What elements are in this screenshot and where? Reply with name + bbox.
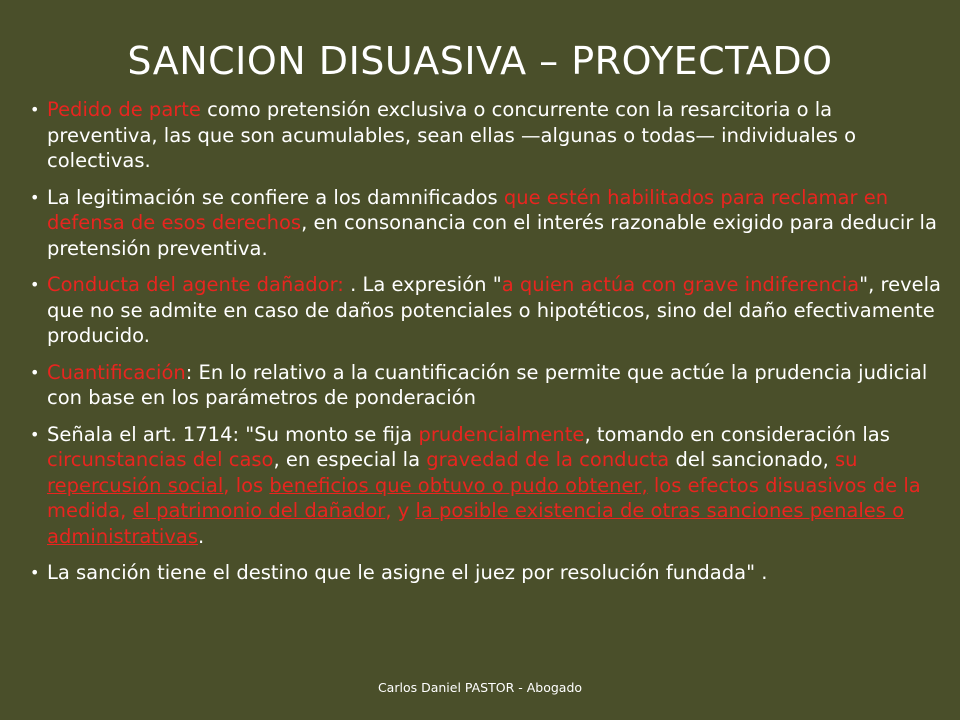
bullet-marker: • — [30, 100, 40, 119]
bullet-marker: • — [30, 563, 40, 582]
bullet-item — [30, 360, 945, 411]
bullet-item — [30, 97, 945, 174]
bullet-item — [30, 422, 945, 550]
highlighted-text: Conducta del agente dañador: — [47, 273, 344, 296]
bullet-text: Señala el art. 1714: "Su monto se fija — [47, 422, 419, 446]
highlighted-text: Cuantificación — [47, 360, 186, 384]
bullet-item — [30, 185, 945, 262]
bullet-text: , en especial la — [273, 448, 427, 471]
bullet-text: , tomando en consideración las — [584, 422, 890, 446]
highlighted-text: repercusión social — [47, 473, 224, 497]
highlighted-text: , los — [223, 473, 270, 497]
bullet-text: : En lo relativo a la cuantificación se permite que actúe la prudencia judicial con base en los parámetros de ponderación — [47, 360, 928, 409]
bullet-marker: • — [30, 187, 40, 207]
bullet-item — [30, 272, 945, 349]
bullet-text: del sancionado, — [669, 448, 835, 471]
bullet-text: La sanción tiene el destino que le asigne el juez por resolución fundada" . — [47, 561, 768, 584]
bullet-marker: • — [30, 275, 40, 294]
bullet-text: . La expresión " — [343, 273, 502, 296]
bullet-text: como pretensión exclusiva o concurrente con la resarcitoria o la preventiva, las que son acumulables, sean ellas —algunas o todas— individuales o colectivas. — [47, 98, 857, 172]
bullet-list — [30, 97, 945, 597]
highlighted-text: el patrimonio del dañador — [132, 499, 386, 522]
highlighted-text: que estén habilitados para reclamar en defensa de esos derechos — [47, 185, 889, 234]
highlighted-text: la posible existencia de otras sanciones penales o administrativas — [47, 499, 905, 548]
highlighted-text: , y — [385, 499, 416, 522]
highlighted-text: Pedido de parte — [47, 98, 201, 121]
bullet-marker: • — [30, 362, 40, 382]
bullet-text: ", revela que no se admite en caso de daños potenciales o hipotéticos, sino del daño efectivamente producido. — [47, 273, 941, 347]
highlighted-text: los efectos disuasivos de la medida, — [47, 473, 921, 522]
bullet-item — [30, 560, 945, 586]
bullet-marker: • — [30, 424, 40, 444]
highlighted-text: gravedad de la conducta — [426, 448, 670, 471]
slide-footer: Carlos Daniel PASTOR - Abogado — [377, 680, 583, 695]
highlighted-text: circunstancias del caso — [47, 448, 274, 471]
slide-title: SANCION DISUASIVA – PROYECTADO — [127, 39, 833, 84]
bullet-text: . — [198, 524, 205, 548]
highlighted-text: prudencialmente — [418, 422, 585, 446]
bullet-text: , en consonancia con el interés razonable exigido para deducir la pretensión preventiva. — [47, 211, 937, 260]
highlighted-text: a quien actúa con grave indiferencia — [501, 273, 860, 296]
bullet-text: La legitimación se confiere a los damnificados — [47, 185, 504, 209]
highlighted-text: beneficios que obtuvo o pudo obtener, — [269, 473, 648, 497]
highlighted-text: su — [835, 448, 858, 471]
